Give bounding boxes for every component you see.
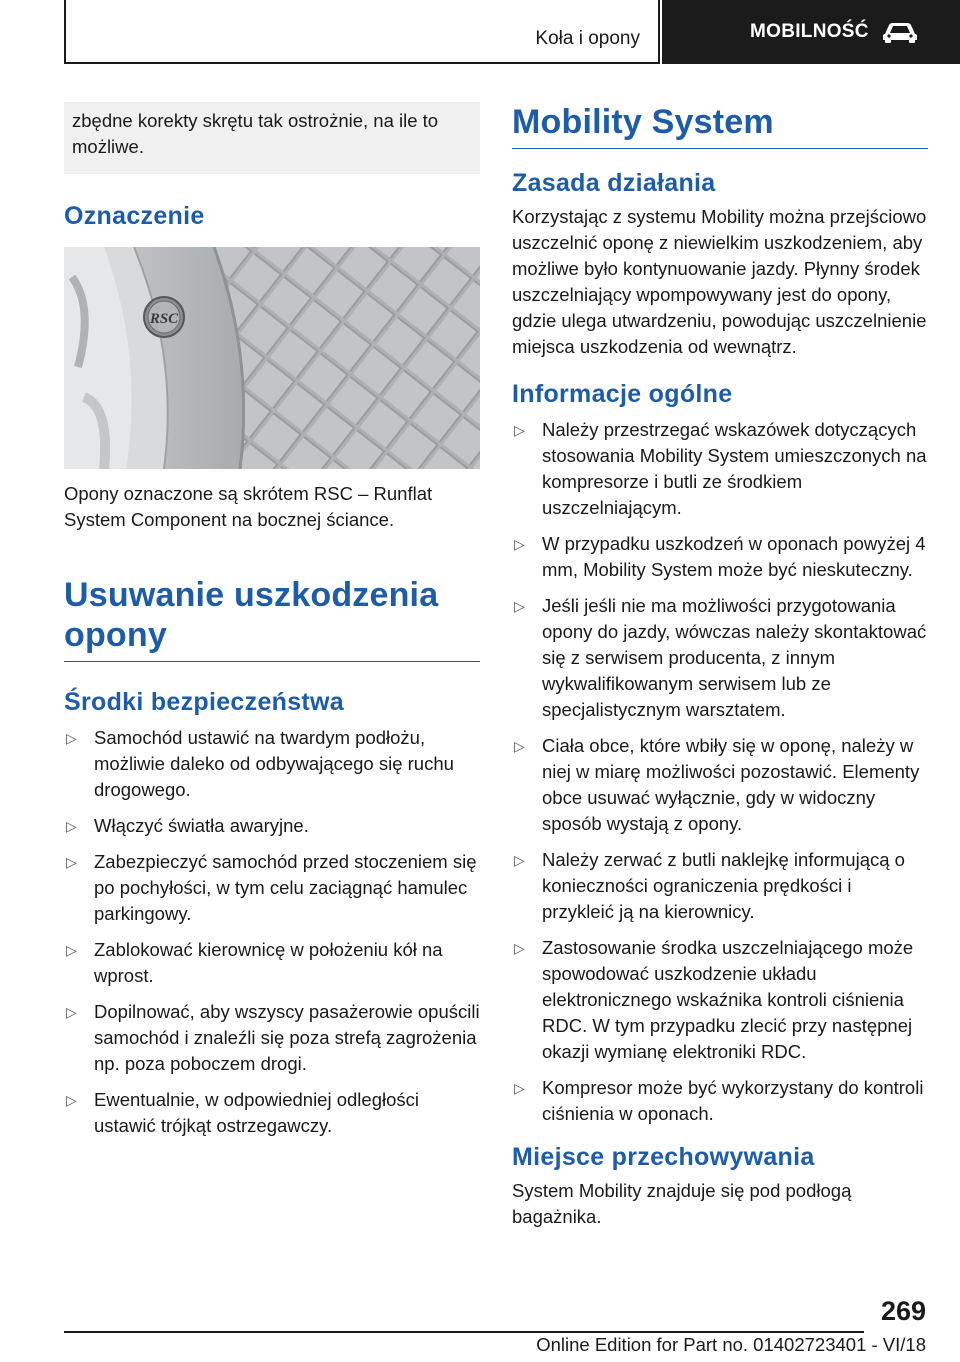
repair-title: Usuwanie uszkodzenia opony	[64, 576, 439, 654]
tire-image	[64, 247, 480, 469]
list-item: ▷ Jeśli jeśli nie ma możliwości przygotowania opony do jazdy, wówczas należy skontaktować się z serwisem producenta, z innym wykwalifikowanym serwisem lub ze specjalistycznym warsztatem.	[514, 595, 927, 720]
list-item: ▷ Włączyć światła awaryjne.	[64, 813, 480, 839]
principle-text: Korzystając z systemu Mobility można przejściowo uszczelnić oponę z niewielkim uszkodzeniem, aby możliwe było kontynuowanie jazdy. Płynny środek uszczelniający wpompowywany jest do opony, gdzie ulega utwardzeniu, powodując uszczelnienie miejsca uszkodzenia od wewnątrz.	[512, 206, 927, 357]
list-item: ▷ Zablokować kierownicę w położeniu kół na wprost.	[66, 939, 443, 986]
triangle-bullet-icon: ▷	[66, 942, 77, 958]
footer-rule	[64, 1331, 864, 1333]
chapter-tab[interactable]	[662, 0, 960, 64]
list-item: ▷ Należy przestrzegać wskazówek dotyczących stosowania Mobility System umieszczonych na kompresorze i butli ze środkiem uszczelniającym.	[514, 419, 927, 518]
safety-title: Środki bezpieczeństwa	[64, 688, 344, 716]
general-title: Informacje ogólne	[512, 380, 733, 408]
general-list	[512, 417, 928, 1127]
mobility-heading	[512, 102, 928, 149]
list-item: ▷ Zabezpieczyć samochód przed stoczeniem się po pochyłości, w tym celu zaciągnąć hamulec parkingowy.	[66, 851, 477, 924]
safety-list	[64, 725, 480, 1139]
list-item: ▷ Zastosowanie środka uszczelniającego może spowodować uszkodzenie układu elektronicznego wskaźnika kontroli ciśnienia RDC. W tym przypadku zlecić przy następnej okazji wymianę elektroniki RDC.	[514, 937, 914, 1062]
list-item: ▷ W przypadku uszkodzeń w oponach powyżej 4 mm, Mobility System może być nieskuteczny.	[514, 533, 926, 580]
section-label: Koła i opony	[535, 28, 640, 49]
note-box	[64, 102, 480, 174]
list-item: ▷ Należy zerwać z butli naklejkę informującą o konieczności ograniczenia prędkości i przykleić ją na kierownicy.	[514, 849, 905, 922]
triangle-bullet-icon: ▷	[514, 536, 525, 552]
mobility-title: Mobility System	[512, 103, 774, 141]
principle-title: Zasada działania	[512, 169, 716, 197]
list-item: ▷ Ewentualnie, w odpowiedniej odległości ustawić trójkąt ostrzegawczy.	[66, 1089, 419, 1136]
storage-text: System Mobility znajduje się pod podłogą bagażnika.	[512, 1180, 852, 1227]
rsc-logo	[144, 297, 184, 337]
triangle-bullet-icon: ▷	[514, 852, 525, 868]
chapter-label: MOBILNOŚĆ	[750, 21, 869, 42]
note-text: zbędne korekty skrętu tak ostrożnie, na ile to możliwe.	[72, 110, 439, 157]
marking-title: Oznaczenie	[64, 202, 205, 230]
edition-text: Online Edition for Part no. 01402723401 - VI/18	[536, 1334, 926, 1355]
repair-heading	[64, 575, 480, 662]
list-item: ▷ Ciała obce, które wbiły się w oponę, należy w niej w miarę możliwości pozostawić. Elementy obce usuwać wyłącznie, gdy w widoczny sposób wystają z opony.	[514, 735, 920, 834]
triangle-bullet-icon: ▷	[66, 1092, 77, 1108]
list-item: ▷ Kompresor może być wykorzystany do kontroli ciśnienia w oponach.	[514, 1077, 924, 1124]
image-caption: Opony oznaczone są skrótem RSC – Runflat System Component na bocznej ściance.	[64, 483, 433, 530]
svg-text:RSC: RSC	[149, 311, 179, 327]
page-number: 269	[880, 1296, 926, 1326]
list-item: ▷ Dopilnować, aby wszyscy pasażerowie opuścili samochód i znaleźli się poza strefą zagrożenia np. poza poboczem drogi.	[66, 1001, 480, 1074]
triangle-bullet-icon: ▷	[66, 730, 77, 746]
car-icon	[881, 20, 919, 44]
triangle-bullet-icon: ▷	[514, 422, 525, 438]
triangle-bullet-icon: ▷	[514, 598, 525, 614]
tire-illustration	[64, 247, 480, 469]
triangle-bullet-icon: ▷	[66, 818, 77, 834]
triangle-bullet-icon: ▷	[514, 738, 525, 754]
right-column	[512, 102, 928, 1230]
triangle-bullet-icon: ▷	[514, 1080, 525, 1096]
triangle-bullet-icon: ▷	[514, 940, 525, 956]
storage-title: Miejsce przechowywania	[512, 1143, 815, 1171]
triangle-bullet-icon: ▷	[66, 854, 77, 870]
left-column	[64, 102, 480, 1149]
list-item: ▷ Samochód ustawić na twardym podłożu, możliwie daleko od odbywającego się ruchu drogowego.	[66, 727, 454, 800]
triangle-bullet-icon: ▷	[66, 1004, 77, 1020]
